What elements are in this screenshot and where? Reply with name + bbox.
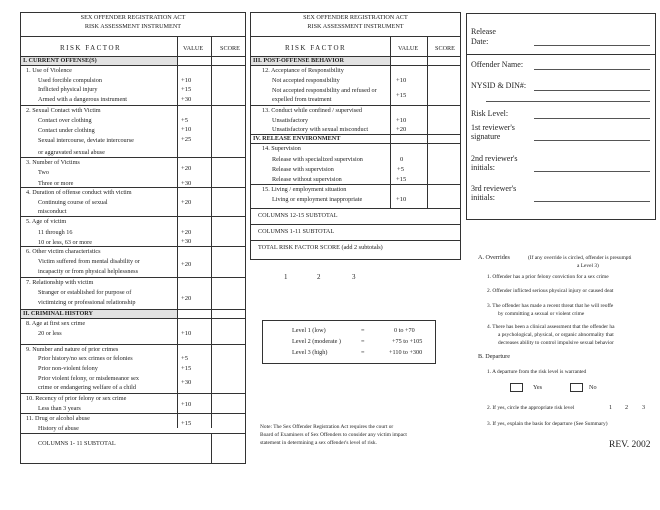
column-divider — [211, 433, 212, 464]
factor-13-title: 13. Conduct while confined / supervised — [262, 107, 363, 114]
release-label: Release — [471, 27, 496, 36]
yes-label: Yes — [533, 384, 543, 391]
nysid-din-label: NYSID & DIN#: — [471, 81, 527, 90]
note-line: statement in determining a sex offender's level of risk. — [260, 440, 377, 446]
overrides-heading: A. Overrides — [478, 254, 510, 261]
total-score-label: TOTAL RISK FACTOR SCORE (add 2 subtotals) — [258, 244, 383, 251]
override-item-cont: decreases ability to control impulsive sexual behavior — [498, 340, 614, 346]
value: +20 — [181, 229, 192, 236]
left-header-subtitle: RISK ASSESSMENT INSTRUMENT — [84, 23, 182, 30]
factor-5-title: 5. Age of victim — [26, 218, 67, 225]
value: +10 — [396, 196, 407, 203]
factor-2-c: Sexual intercourse, deviate intercourse — [38, 137, 134, 144]
nysid-din-field-2[interactable] — [486, 101, 650, 102]
section-post-offense: III. POST-OFFENSE BEHAVIOR — [253, 57, 344, 64]
departure-level-number: 1 — [609, 404, 613, 411]
divider — [250, 143, 461, 144]
col-risk-factor: RISK FACTOR — [60, 44, 122, 52]
level-range: +75 to +105 — [392, 338, 423, 345]
override-item-cont: by committing a sexual or violent crime — [498, 311, 585, 317]
value: +15 — [396, 92, 407, 99]
column-divider — [177, 36, 178, 428]
value: +10 — [396, 77, 407, 84]
risk-level-field[interactable] — [534, 118, 650, 119]
value: +10 — [181, 330, 192, 337]
factor-9-b: Prior non-violent felony — [38, 365, 98, 372]
risk-level-label: Risk Level: — [471, 109, 509, 118]
departure-item: 2. If yes, circle the appropriate risk level — [487, 405, 575, 411]
revision-label: REV. 2002 — [609, 440, 651, 450]
level-eq: = — [361, 327, 365, 334]
col-score: SCORE — [435, 45, 455, 52]
factor-7-title: 7. Relationship with victim — [26, 279, 94, 286]
divider — [250, 240, 461, 241]
level-range: +110 to +300 — [389, 349, 423, 356]
level-number: 3 — [352, 273, 356, 281]
factor-14-c: Release without supervision — [272, 176, 342, 183]
subtotal-1-11-label: COLUMNS 1-11 SUBTOTAL — [258, 228, 335, 235]
divider — [20, 344, 246, 345]
override-item: 3. The offender has made a recent threat that he will reoffe — [487, 303, 614, 309]
factor-1-c: Armed with a dangerous instrument — [38, 96, 128, 103]
divider — [250, 105, 461, 106]
factor-4-b: misconduct — [38, 208, 67, 215]
divider — [250, 65, 461, 66]
value: +10 — [181, 126, 192, 133]
departure-level-number: 3 — [642, 404, 646, 411]
level-name: Level 2 (moderate ) — [292, 338, 341, 345]
overrides-note: (If any override is circled, offender is presumpti — [528, 255, 632, 261]
factor-3-title: 3. Number of Victims — [26, 159, 80, 166]
release-date-label: Date: — [471, 37, 489, 46]
factor-15-title: 15. Living / employment situation — [262, 186, 347, 193]
factor-14-a: Release with specialized supervision — [272, 156, 363, 163]
factor-13-b: Unsatisfactory with sexual misconduct — [272, 126, 369, 133]
factor-1-a: Used forcible compulsion — [38, 77, 102, 84]
divider — [20, 433, 246, 434]
divider — [20, 65, 246, 66]
value: +10 — [181, 77, 192, 84]
level-name: Level 1 (low) — [292, 327, 326, 334]
value: +20 — [181, 295, 192, 302]
value: +30 — [181, 180, 192, 187]
divider — [20, 105, 246, 106]
factor-10-a: Less than 3 years — [38, 405, 81, 412]
value: +20 — [181, 199, 192, 206]
offender-name-field[interactable] — [534, 69, 650, 70]
factor-14-b: Release with supervision — [272, 166, 334, 173]
factor-12-c: expelled from treatment — [272, 96, 332, 103]
value: +5 — [181, 117, 189, 124]
factor-7-b: victimizing or professional relationship — [38, 299, 136, 306]
divider — [250, 208, 461, 209]
factor-6-a: Victim suffered from mental disability or — [38, 258, 140, 265]
col-value: VALUE — [398, 45, 419, 52]
level-eq: = — [361, 338, 365, 345]
section-current-offense: I. CURRENT OFFENSE(S) — [23, 57, 97, 64]
column-divider — [427, 36, 428, 208]
factor-1-b: Inflicted physical injury — [38, 86, 98, 93]
divider — [20, 246, 246, 247]
no-checkbox[interactable] — [570, 383, 583, 392]
no-label: No — [589, 384, 597, 391]
override-item: 2. Offender inflicted serious physical injury or caused deat — [487, 288, 614, 294]
factor-9-d: crime or endangering welfare of a child — [38, 384, 136, 391]
factor-1-title: 1. Use of Violence — [26, 67, 72, 74]
col-risk-factor: RISK FACTOR — [285, 44, 347, 52]
value: +30 — [181, 96, 192, 103]
factor-2-b: Contact under clothing — [38, 127, 95, 134]
section-criminal-history: II. CRIMINAL HISTORY — [23, 310, 93, 317]
divider — [20, 393, 246, 394]
factor-2-title: 2. Sexual Contact with Victim — [26, 107, 101, 114]
factor-12-a: Not accepted responsibility — [272, 77, 340, 84]
factor-15-a: Living or employment inappropriate — [272, 196, 363, 203]
left-header-title: SEX OFFENDER REGISTRATION ACT — [80, 14, 186, 21]
value: +30 — [181, 238, 192, 245]
value: 0 — [400, 156, 404, 163]
override-item: 1. Offender has a prior felony conviction for a sex crime — [487, 274, 609, 280]
departure-level-number: 2 — [625, 404, 629, 411]
divider — [20, 413, 246, 414]
divider — [20, 36, 246, 37]
reviewer-2-initials-field[interactable] — [534, 171, 650, 172]
reviewer-1-signature-field[interactable] — [534, 140, 650, 141]
factor-9-title: 9. Number and nature of prior crimes — [26, 346, 119, 353]
factor-4-a: Continuing course of sexual — [38, 199, 108, 206]
factor-2-a: Contact over clothing — [38, 117, 92, 124]
reviewer-3-label-2: initials: — [471, 193, 495, 202]
level-eq: = — [361, 349, 365, 356]
value: +30 — [181, 379, 192, 386]
factor-9-c: Prior violent felony, or misdemeanor sex — [38, 375, 139, 382]
divider — [250, 184, 461, 185]
section-release-environment: IV. RELEASE ENVIRONMENT — [253, 135, 341, 142]
divider — [20, 157, 246, 158]
divider — [250, 224, 461, 225]
factor-8-a: 20 or less — [38, 330, 62, 337]
factor-11-a: History of abuse — [38, 425, 79, 432]
factor-2-d: or aggravated sexual abuse — [38, 149, 105, 156]
divider — [20, 187, 246, 188]
overrides-note-2: a Level 3) — [577, 263, 599, 269]
yes-checkbox[interactable] — [510, 383, 523, 392]
divider — [466, 54, 656, 55]
value: +20 — [396, 126, 407, 133]
col-score: SCORE — [220, 45, 240, 52]
divider — [20, 318, 246, 319]
divider — [250, 36, 461, 37]
departure-heading: B. Departure — [478, 353, 510, 360]
factor-9-a: Prior history/no sex crimes or felonies — [38, 355, 133, 362]
column-divider — [211, 36, 212, 428]
value: +10 — [181, 401, 192, 408]
value: +10 — [396, 117, 407, 124]
factor-6-title: 6. Other victim characteristics — [26, 248, 101, 255]
level-number: 1 — [284, 273, 288, 281]
departure-item: 3. If yes, explain the basis for departure (See Summary) — [487, 421, 608, 427]
factor-10-title: 10. Recency of prior felony or sex crime — [26, 395, 127, 402]
divider — [20, 277, 246, 278]
factor-12-b: Not accepted responsibility and refused or — [272, 87, 377, 94]
note-line: Board of Examiners of Sex Offenders to consider any victim impact — [260, 432, 407, 438]
factor-5-a: 11 through 16 — [38, 229, 73, 236]
factor-6-b: incapacity or from physical helplessness — [38, 268, 139, 275]
factor-3-b: Three or more — [38, 180, 74, 187]
subtotal-12-15-label: COLUMNS 12-15 SUBTOTAL — [258, 212, 338, 219]
col-value: VALUE — [183, 45, 204, 52]
factor-4-title: 4. Duration of offense conduct with victim — [26, 189, 132, 196]
reviewer-3-label: 3rd reviewer's — [471, 184, 517, 193]
value: +15 — [181, 420, 192, 427]
nysid-din-field[interactable] — [534, 90, 650, 91]
factor-5-b: 10 or less, 63 or more — [38, 239, 92, 246]
reviewer-2-label-2: initials: — [471, 163, 495, 172]
factor-7-a: Stranger or established for purpose of — [38, 289, 132, 296]
reviewer-3-initials-field[interactable] — [534, 201, 650, 202]
middle-header-title: SEX OFFENDER REGISTRATION ACT — [303, 14, 408, 21]
factor-13-a: Unsatisfactory — [272, 117, 309, 124]
value: +20 — [181, 165, 192, 172]
reviewer-1-label-2: signature — [471, 132, 501, 141]
level-range: 0 to +70 — [394, 327, 415, 334]
note-line: Note: The Sex Offender Registration Act requires the court or — [260, 424, 394, 430]
level-number: 2 — [317, 273, 321, 281]
value: +15 — [181, 86, 192, 93]
factor-3-a: Two — [38, 169, 49, 176]
middle-header-subtitle: RISK ASSESSMENT INSTRUMENT — [307, 23, 404, 30]
value: +15 — [396, 176, 407, 183]
divider — [20, 216, 246, 217]
factor-8-title: 8. Age at first sex crime — [26, 320, 86, 327]
factor-14-title: 14. Supervision — [262, 145, 301, 152]
value: +5 — [397, 166, 405, 173]
value: +5 — [181, 355, 189, 362]
override-item: 4. There has been a clinical assessment that the offender ha — [487, 324, 615, 330]
factor-11-title: 11. Drug or alcohol abuse — [26, 415, 90, 422]
level-name: Level 3 (high) — [292, 349, 328, 356]
release-date-field[interactable] — [534, 45, 650, 46]
subtotal-1-11-label: COLUMNS 1- 11 SUBTOTAL — [38, 440, 116, 447]
value: +20 — [181, 261, 192, 268]
value: +25 — [181, 136, 192, 143]
override-item-cont: a psychological, physical, or organic abnormality that — [498, 332, 614, 338]
offender-name-label: Offender Name: — [471, 60, 524, 69]
value: +15 — [181, 365, 192, 372]
departure-item: 1. A departure from the risk level is warranted — [487, 369, 587, 375]
reviewer-2-label: 2nd reviewer's — [471, 154, 518, 163]
factor-12-title: 12. Acceptance of Responsibility — [262, 67, 344, 74]
column-divider — [390, 36, 391, 208]
reviewer-1-label: 1st reviewer's — [471, 123, 515, 132]
